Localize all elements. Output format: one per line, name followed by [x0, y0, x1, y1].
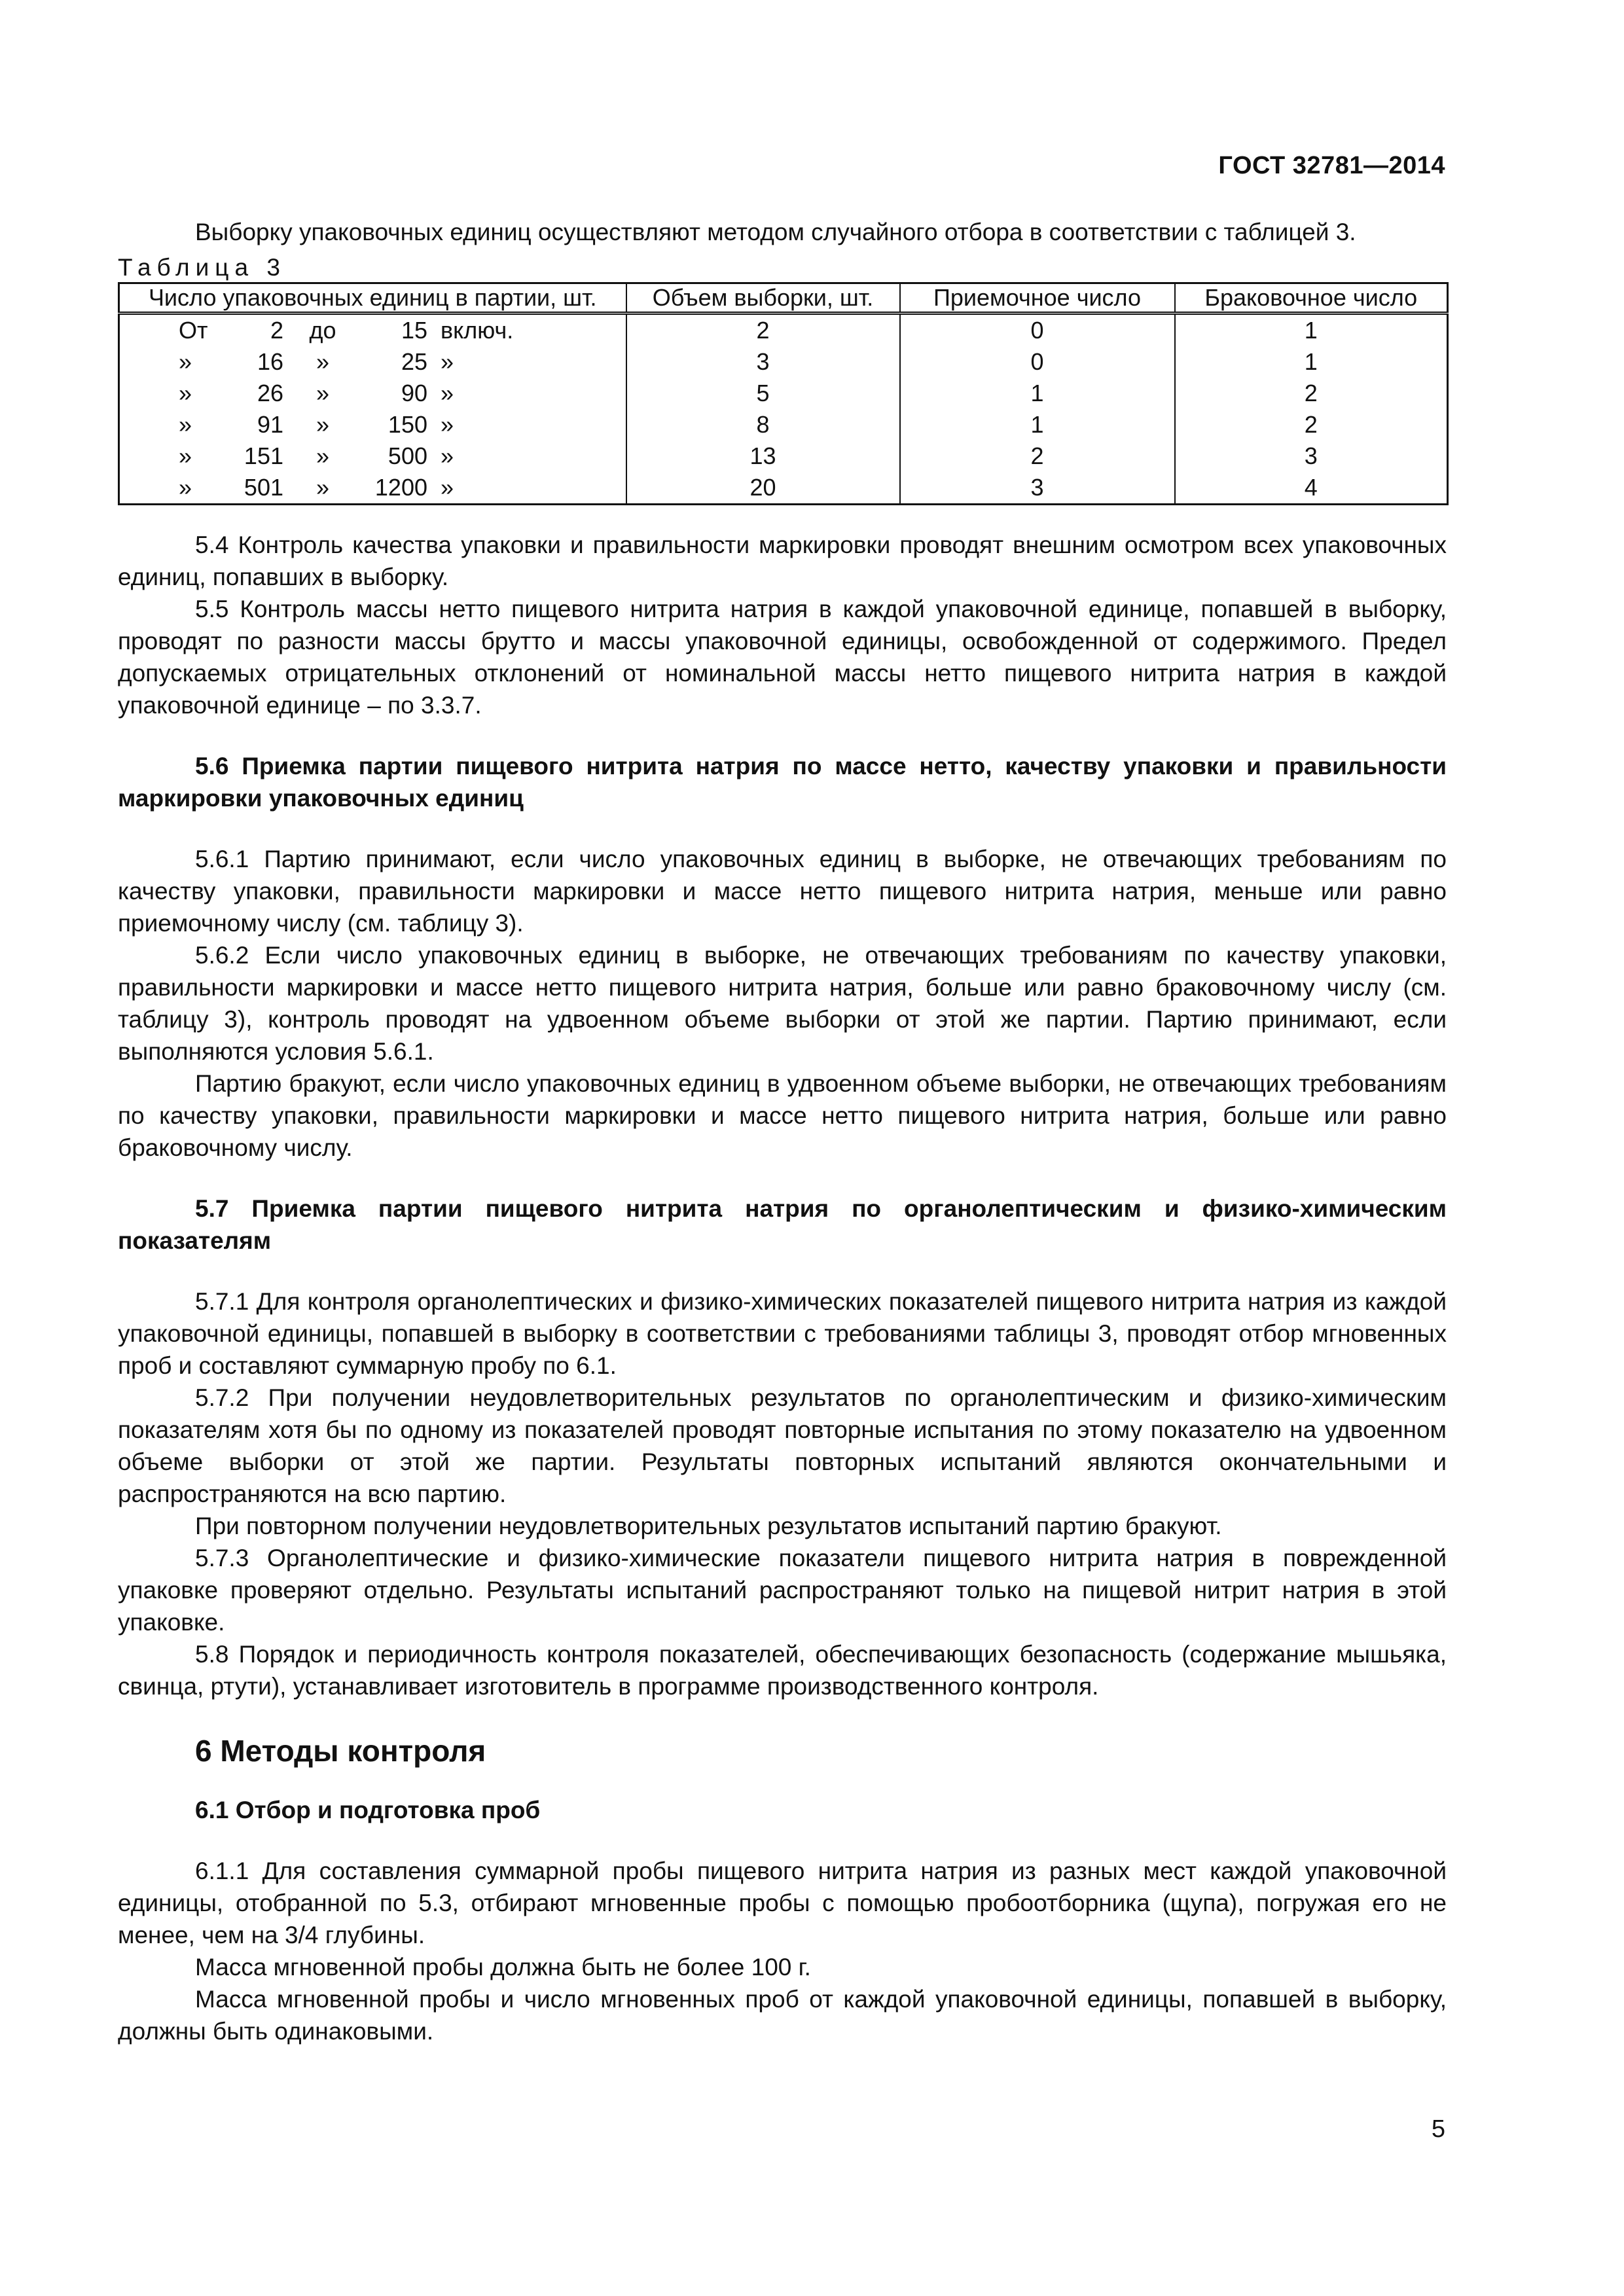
range-suffix: »: [441, 474, 454, 501]
rejection-number-cell: 2: [1175, 378, 1448, 409]
range-to: 90: [401, 380, 427, 406]
rejection-number-cell: 1: [1175, 346, 1448, 378]
acceptance-number-cell: 2: [900, 440, 1175, 472]
standard-header: ГОСТ 32781—2014: [1218, 152, 1445, 179]
range-prefix: »: [179, 380, 192, 406]
sample-size-cell: 20: [626, 472, 900, 505]
sample-size-cell: 2: [626, 314, 900, 347]
range-to: 25: [401, 348, 427, 375]
range-separator: »: [316, 380, 330, 406]
lot-size-cell: [119, 409, 626, 440]
paragraph-6-1-1: 6.1.1 Для составления суммарной пробы пищевого нитрита натрия из разных мест каждой упаковочной единицы, отобранной по 5.3, отбирают мгновенные пробы с помощью пробоотборника (щупа), погружая его не менее, чем на 3/4 глубины.: [118, 1857, 1447, 1948]
range-from: 501: [244, 474, 283, 501]
range-to: 500: [388, 442, 427, 469]
rejection-number-cell: 4: [1175, 472, 1448, 505]
paragraph-5-6-1: 5.6.1 Партию принимают, если число упаковочных единиц в выборке, не отвечающих требованиям по качеству упаковки, правильности маркировки и массе нетто пищевого нитрита натрия, меньше или равно приемочному числу (см. таблицу 3).: [118, 846, 1447, 937]
rejection-number-cell: 3: [1175, 440, 1448, 472]
range-suffix: »: [441, 348, 454, 375]
range-suffix: »: [441, 380, 454, 406]
range-from: 151: [244, 442, 283, 469]
range-suffix: включ.: [441, 317, 514, 344]
range-to: 1200: [374, 474, 427, 501]
paragraph-5-7-1: 5.7.1 Для контроля органолептических и физико-химических показателей пищевого нитрита натрия из каждой упаковочной единицы, попавшей в выборку в соответствии с требованиями таблицы 3, проводят отбор мгновенных проб и составляют суммарную пробу по 6.1.: [118, 1288, 1447, 1379]
acceptance-number-cell: 0: [900, 314, 1175, 347]
sample-size-cell: 13: [626, 440, 900, 472]
intro-paragraph: Выборку упаковочных единиц осуществляют методом случайного отбора в соответствии с таблицей 3.: [195, 219, 1356, 245]
page-number: 5: [1431, 2115, 1445, 2143]
table-header-row: [119, 283, 1448, 314]
acceptance-number-cell: 3: [900, 472, 1175, 505]
table-row: [119, 346, 1448, 378]
lot-size-cell: [119, 314, 626, 347]
range-prefix: »: [179, 411, 192, 438]
table-row: [119, 440, 1448, 472]
acceptance-number-cell: 1: [900, 378, 1175, 409]
lot-size-cell: [119, 472, 626, 505]
range-separator: »: [316, 348, 330, 375]
paragraph-6-1-1-mass: Масса мгновенной пробы должна быть не более 100 г.: [195, 1954, 811, 1981]
range-from: 16: [257, 348, 283, 375]
paragraph-5-4: 5.4 Контроль качества упаковки и правильности маркировки проводят внешним осмотром всех упаковочных единиц, попавших в выборку.: [118, 531, 1447, 590]
range-prefix: От: [179, 317, 208, 344]
table-3: [118, 282, 1449, 505]
range-separator: »: [316, 442, 330, 469]
column-header: Число упаковочных единиц в партии, шт.: [119, 283, 626, 314]
paragraph-5-8: 5.8 Порядок и периодичность контроля показателей, обеспечивающих безопасность (содержание мышьяка, свинца, ртути), устанавливает изготовитель в программе производственного контроля.: [118, 1641, 1447, 1700]
range-from: 26: [257, 380, 283, 406]
range-to: 15: [401, 317, 427, 344]
sample-size-cell: 8: [626, 409, 900, 440]
paragraph-6-1-1-equal: Масса мгновенной пробы и число мгновенных проб от каждой упаковочной единицы, попавшей в выборку, должны быть одинаковыми.: [118, 1986, 1447, 2045]
lot-size-cell: [119, 440, 626, 472]
table-row: [119, 472, 1448, 505]
section-heading-5-6: 5.6 Приемка партии пищевого нитрита натрия по массе нетто, качеству упаковки и правильности маркировки упаковочных единиц: [118, 753, 1447, 812]
table-row: [119, 378, 1448, 409]
range-suffix: »: [441, 442, 454, 469]
sample-size-cell: 3: [626, 346, 900, 378]
table-caption: Таблица 3: [118, 254, 286, 281]
section-heading-6-1: 6.1 Отбор и подготовка проб: [195, 1797, 541, 1823]
range-prefix: »: [179, 348, 192, 375]
lot-size-cell: [119, 346, 626, 378]
column-header: Браковочное число: [1175, 283, 1448, 314]
acceptance-number-cell: 1: [900, 409, 1175, 440]
table-row: [119, 409, 1448, 440]
rejection-number-cell: 2: [1175, 409, 1448, 440]
column-header: Приемочное число: [900, 283, 1175, 314]
acceptance-number-cell: 0: [900, 346, 1175, 378]
table-row: [119, 314, 1448, 347]
range-from: 91: [257, 411, 283, 438]
rejection-number-cell: 1: [1175, 314, 1448, 347]
lot-size-cell: [119, 378, 626, 409]
range-to: 150: [388, 411, 427, 438]
range-separator: »: [316, 474, 330, 501]
range-from: 2: [270, 317, 283, 344]
paragraph-5-6-2-reject: Партию бракуют, если число упаковочных единиц в удвоенном объеме выборки, не отвечающих требованиям по качеству упаковки, правильности маркировки и массе нетто пищевого нитрита натрия, больше или равно браковочному числу.: [118, 1070, 1447, 1161]
paragraph-5-6-2: 5.6.2 Если число упаковочных единиц в выборке, не отвечающих требованиям по качеству упаковки, правильности маркировки и массе нетто пищевого нитрита натрия, больше или равно браковочному числу (см. таблицу 3), контроль проводят на удвоенном объеме выборки от этой же партии. Партию принимают, если выполняются условия 5.6.1.: [118, 942, 1447, 1065]
column-header: Объем выборки, шт.: [626, 283, 900, 314]
section-heading-5-7: 5.7 Приемка партии пищевого нитрита натрия по органолептическим и физико-химическим показателям: [118, 1195, 1447, 1254]
range-prefix: »: [179, 474, 192, 501]
range-separator: до: [309, 317, 336, 344]
range-suffix: »: [441, 411, 454, 438]
paragraph-5-7-2: 5.7.2 При получении неудовлетворительных результатов по органолептическим и физико-химическим показателям хотя бы по одному из показателей проводят повторные испытания по этому показателю на удвоенном объеме выборки от этой же партии. Результаты повторных испытаний являются окончательными и распространяются на всю партию.: [118, 1384, 1447, 1507]
range-separator: »: [316, 411, 330, 438]
paragraph-5-7-2-repeat: При повторном получении неудовлетворительных результатов испытаний партию бракуют.: [195, 1513, 1222, 1539]
page-content: [118, 216, 1447, 2047]
sample-size-cell: 5: [626, 378, 900, 409]
paragraph-5-5: 5.5 Контроль массы нетто пищевого нитрита натрия в каждой упаковочной единице, попавшей в выборку, проводят по разности массы брутто и массы упаковочной единицы, освобожденной от содержимого. Предел допускаемых отрицательных отклонений от номинальной массы нетто пищевого нитрита натрия в каждой упаковочной единице – по 3.3.7.: [118, 596, 1447, 719]
section-heading-6: 6 Методы контроля: [195, 1734, 486, 1768]
range-prefix: »: [179, 442, 192, 469]
paragraph-5-7-3: 5.7.3 Органолептические и физико-химические показатели пищевого нитрита натрия в поврежденной упаковке проверяют отдельно. Результаты испытаний распространяют только на пищевой нитрит натрия в этой упаковке.: [118, 1545, 1447, 1636]
